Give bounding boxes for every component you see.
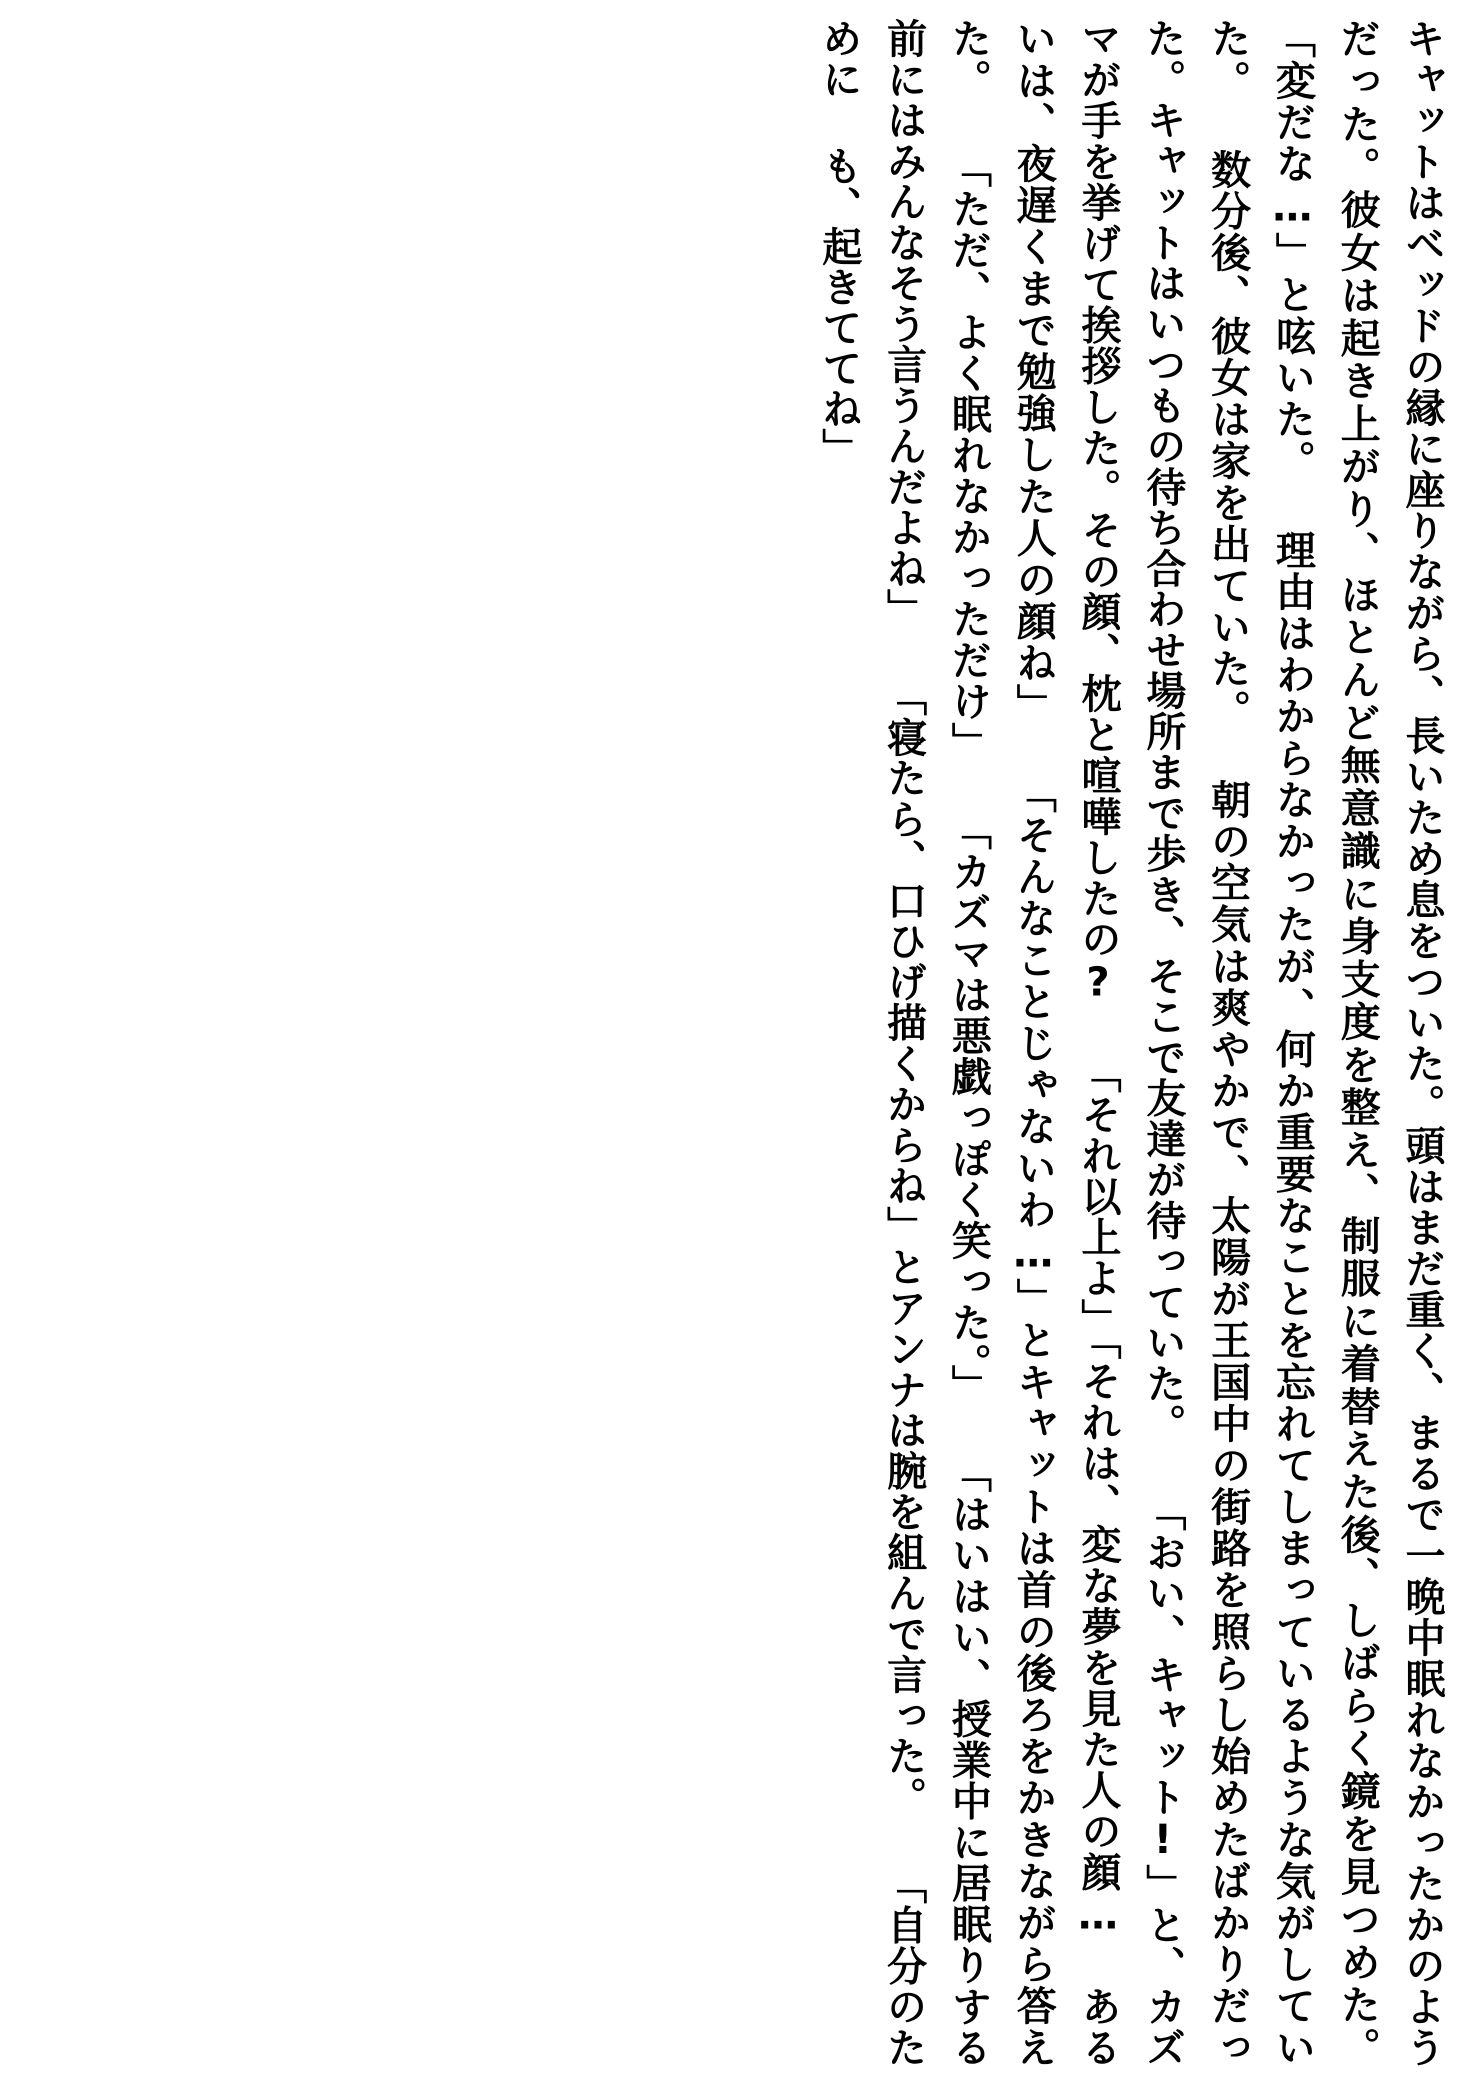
vertical-text-body: キャットはベッドの縁に座りながら、長いため息をついた。頭はまだ重く、まるで一晩中眠れなかったかのようだった。彼女は起き上がり、ほとんど無意識に身支度を整え、制服に着替えた後、しばらく鏡を見つめた。 「変だな…」と呟いた。 理由はわからなかったが、何か重要なことを忘れてしまっているような気がしていた。 数分後、彼女は家を出ていた。 朝の空気は爽やかで、太陽が王国中の街路を照らし始めたばかりだった。キャットはいつもの待ち合わせ場所まで歩き、そこで友達が待っていた。 「おい、キャット!」と、カズマが手を挙げて挨拶した。その顔、枕と喧嘩したの? 「それ以上よ」「それは、変な夢を見た人の顔… あるいは、夜遅くまで勉強した人の顔ね」 「そんなことじゃないわ…」とキャットは首の後ろをかきながら答えた。 「ただ、よく眠れなかっただけ」 「カズマは悪戯っぽく笑った。」 「はいはい、授業中に居眠りする前にはみんなそう言うんだよね」 「寝たら、口ひげ描くからね」とアンナは腕を組んで言った。 「自分のために も、起きててね」 (815, 18, 1445, 2067)
